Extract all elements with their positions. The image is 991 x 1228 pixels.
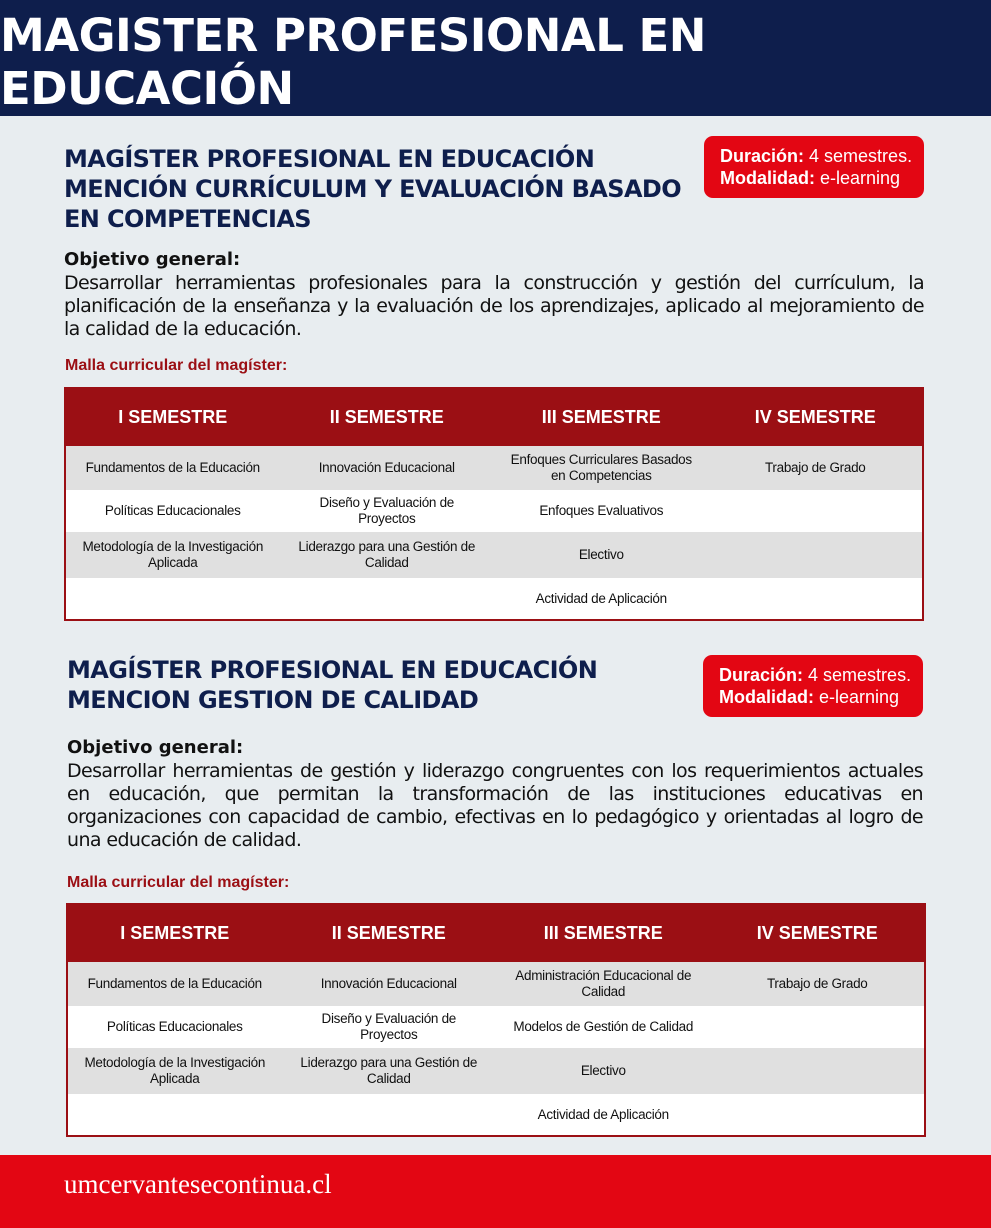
program-title — [67, 655, 687, 715]
duracion-value: 4 semestres. — [809, 146, 913, 166]
program-title-line: MAGÍSTER PROFESIONAL EN EDUCACIÓN — [64, 145, 595, 173]
semester-header: II SEMESTRE — [329, 407, 444, 427]
malla-label: Malla curricular del magíster: — [67, 874, 290, 891]
course-cell: Metodología de la Investigación Aplicada — [84, 1055, 266, 1086]
course-cell: Diseño y Evaluación de Proyectos — [321, 1011, 456, 1042]
header-banner — [0, 0, 991, 116]
program-title-line: MENCIÓN CURRÍCULUM Y EVALUACIÓN BASADO — [64, 175, 682, 203]
page-title: MAGISTER PROFESIONAL EN EDUCACIÓN — [0, 9, 706, 115]
duracion-label: Duración: — [719, 665, 804, 685]
info-badge — [703, 655, 923, 717]
semester-header: III SEMESTRE — [541, 407, 661, 427]
modalidad-line — [720, 167, 924, 189]
table-row — [67, 1006, 925, 1048]
program-title — [64, 144, 684, 234]
program-title-line: MAGÍSTER PROFESIONAL EN EDUCACIÓN — [67, 656, 598, 684]
duracion-label: Duración: — [720, 146, 805, 166]
website-link[interactable]: umcervantesecontinua.cl — [64, 1169, 332, 1199]
modalidad-value: e-learning — [819, 687, 900, 707]
course-cell: Trabajo de Grado — [764, 460, 866, 475]
course-cell — [711, 1006, 926, 1048]
course-cell: Modelos de Gestión de Calidad — [513, 1019, 694, 1034]
curriculum-table — [64, 387, 924, 621]
table-header-row — [65, 388, 923, 446]
course-cell: Actividad de Aplicación — [537, 1106, 669, 1122]
table-row — [67, 962, 925, 1006]
course-cell: Trabajo de Grado — [766, 976, 868, 991]
modalidad-label: Modalidad: — [720, 168, 815, 188]
duracion-line — [719, 664, 923, 686]
course-cell: Electivo — [578, 547, 624, 562]
semester-header: III SEMESTRE — [543, 923, 663, 943]
semester-header: I SEMESTRE — [118, 407, 228, 427]
course-cell: Diseño y Evaluación de Proyectos — [319, 495, 454, 526]
table-row — [65, 446, 923, 490]
objetivo-text: Desarrollar herramientas de gestión y liderazgo congruentes con los requerimientos actuales en educación, que permitan la transformación de las instituciones educativas en organizaciones con capacidad de cambio, efectivas en lo pedagógico y orientadas al logro de una educación de calidad. — [67, 760, 923, 851]
course-cell: Electivo — [580, 1063, 626, 1078]
course-cell — [711, 1048, 926, 1094]
course-cell: Enfoques Curriculares Basados en Competencias — [510, 452, 692, 483]
course-cell: Actividad de Aplicación — [535, 590, 667, 606]
info-badge — [704, 136, 924, 198]
modalidad-value: e-learning — [820, 168, 901, 188]
course-cell: Fundamentos de la Educación — [85, 460, 260, 475]
course-cell — [709, 490, 924, 532]
course-cell — [65, 578, 280, 620]
course-cell — [709, 532, 924, 578]
footer-banner — [0, 1155, 991, 1228]
program-title-line: MENCION GESTION DE CALIDAD — [67, 686, 479, 714]
objetivo-label: Objetivo general: — [67, 737, 244, 758]
table-row — [65, 532, 923, 578]
course-cell — [709, 578, 924, 620]
course-cell: Políticas Educacionales — [104, 503, 241, 518]
objetivo-label: Objetivo general: — [64, 249, 241, 270]
malla-label: Malla curricular del magíster: — [65, 357, 288, 374]
semester-header: IV SEMESTRE — [756, 923, 878, 943]
objetivo-text: Desarrollar herramientas profesionales para la construcción y gestión del currículum, la planificación de la enseñanza y la evaluación de los aprendizajes, aplicado al mejoramiento de la calidad de la educación. — [64, 272, 924, 340]
semester-header: IV SEMESTRE — [754, 407, 876, 427]
course-cell: Administración Educacional de Calidad — [515, 968, 692, 999]
modalidad-label: Modalidad: — [719, 687, 814, 707]
duracion-line — [720, 145, 924, 167]
course-cell — [67, 1094, 282, 1136]
course-cell: Liderazgo para una Gestión de Calidad — [298, 539, 476, 570]
course-cell: Políticas Educacionales — [106, 1019, 243, 1034]
table-row — [65, 578, 923, 620]
duracion-value: 4 semestres. — [808, 665, 912, 685]
course-cell: Innovación Educacional — [320, 976, 457, 991]
course-cell: Liderazgo para una Gestión de Calidad — [300, 1055, 478, 1086]
table-row — [67, 1048, 925, 1094]
course-cell — [280, 578, 495, 620]
course-cell — [711, 1094, 926, 1136]
modalidad-line — [719, 686, 923, 708]
program-title-line: EN COMPETENCIAS — [64, 205, 311, 233]
course-cell: Fundamentos de la Educación — [87, 976, 262, 991]
table-row — [67, 1094, 925, 1136]
semester-header: II SEMESTRE — [331, 923, 446, 943]
table-header-row — [67, 904, 925, 962]
semester-header: I SEMESTRE — [120, 923, 230, 943]
course-cell: Enfoques Evaluativos — [539, 503, 664, 518]
course-cell — [282, 1094, 497, 1136]
curriculum-table — [66, 903, 926, 1137]
course-cell: Innovación Educacional — [318, 460, 455, 475]
table-row — [65, 490, 923, 532]
course-cell: Metodología de la Investigación Aplicada — [82, 539, 264, 570]
